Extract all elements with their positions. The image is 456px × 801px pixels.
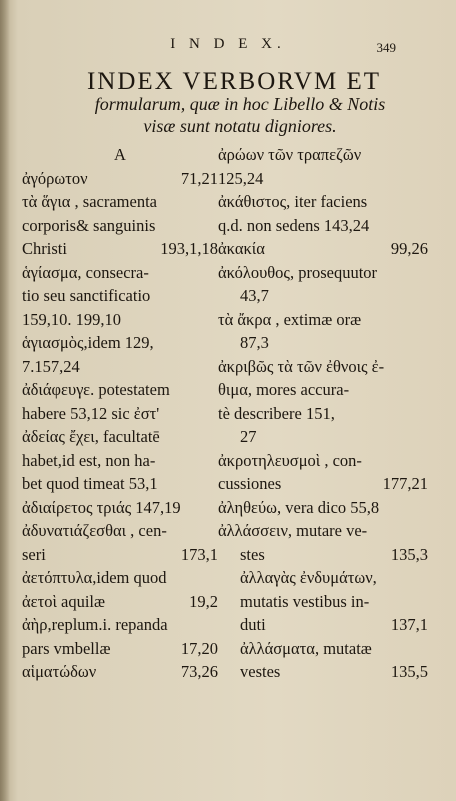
entry-text: ἀὴρ,replum.i. repanda (22, 615, 168, 634)
entry-text: ἀκακία (218, 239, 265, 258)
index-entry-line (22, 543, 218, 567)
index-entry-line (22, 167, 218, 191)
entry-text: cussiones (218, 474, 282, 493)
index-entry-line (22, 308, 218, 332)
entry-text: pars vmbellæ (22, 638, 111, 658)
index-entry-line (22, 261, 218, 285)
entry-text: A (114, 145, 126, 164)
entry-text: tio seu sanctificatio (22, 286, 151, 305)
entry-text: ἀγόρωτον (22, 168, 88, 188)
index-entry-line (218, 543, 428, 567)
entry-text: mutatis vestibus in- (240, 591, 370, 611)
entry-text: ἁγίασμα, consecra- (22, 262, 149, 282)
index-entry-line (218, 214, 428, 238)
index-subtitle-line-1: formularum, quæ in hoc Libello & Notis (94, 94, 386, 114)
index-entry-line (218, 472, 428, 496)
entry-text: stes (240, 544, 265, 564)
index-entry-line (218, 402, 428, 426)
index-entry-line (218, 190, 428, 214)
index-subtitle-line-2: visæ sunt notatu digniores. (143, 116, 337, 136)
entry-text: corporis& sanguinis (22, 215, 156, 235)
entry-text: ἀλλαγὰς ἐνδυμάτων, (240, 568, 377, 587)
entry-text: ἀληθεύω, vera dico 55,8 (218, 497, 380, 517)
entry-text: Christi (22, 239, 67, 258)
index-entry-line (218, 613, 428, 637)
entry-reference: 17,20 (180, 638, 218, 658)
entry-text: habere 53,12 sic ἐστ' (22, 403, 160, 423)
entry-text: ἀκάθιστος, iter faciens (218, 192, 368, 211)
entry-text: ἀκριβῶς τὰ τῶν ἐθνοις ἐ- (218, 356, 385, 376)
left-column (22, 143, 218, 684)
index-entry-line (22, 425, 218, 449)
entry-text: duti (240, 615, 266, 634)
index-entry-line (218, 660, 428, 684)
entry-text: 125,24 (218, 168, 264, 188)
entry-reference: 193,1,18 (160, 239, 218, 258)
entry-reference: 73,26 (180, 662, 218, 681)
index-entry-line (218, 331, 428, 355)
entry-text: seri (22, 544, 46, 564)
index-entry-line (218, 566, 428, 590)
index-entry-line (218, 167, 428, 191)
entry-text: ἀετόπτυλα,idem quod (22, 568, 167, 587)
index-entry-line (218, 143, 428, 167)
index-entry-line (22, 472, 218, 496)
entry-text: 43,7 (240, 286, 269, 305)
index-entry-line (22, 613, 218, 637)
entry-text: 87,3 (240, 333, 269, 352)
entry-reference: 71,21 (180, 168, 218, 188)
entry-text: habet,id est, non ha- (22, 450, 156, 470)
entry-text: 27 (240, 427, 257, 446)
entry-reference: 19,2 (189, 591, 218, 611)
page-gutter-shadow (0, 0, 10, 801)
index-entry-line (22, 496, 218, 520)
entry-reference: 99,26 (390, 239, 428, 258)
index-entry-line (22, 637, 218, 661)
entry-text: ἀλλάσσειν, mutare ve- (218, 521, 368, 540)
index-entry-line (218, 590, 428, 614)
entry-text: 159,10. 199,10 (22, 309, 121, 329)
index-entry-line (22, 378, 218, 402)
page-number: 349 (376, 40, 396, 55)
entry-text: αἱματώδων (22, 662, 97, 681)
index-entry-line (218, 519, 428, 543)
index-entry-line (218, 425, 428, 449)
index-entry-line (22, 402, 218, 426)
index-title: INDEX VERBORVM ET (86, 68, 382, 95)
running-head: I N D E X. (170, 36, 286, 52)
index-entry-line (218, 237, 428, 261)
entry-text: bet quod timeat 53,1 (22, 474, 158, 493)
right-column (218, 143, 428, 684)
index-entry-line (22, 331, 218, 355)
index-entry-line (22, 237, 218, 261)
index-entry-line (22, 214, 218, 238)
entry-text: ἀκροτηλευσμοὶ , con- (218, 450, 362, 470)
entry-reference: 137,1 (390, 615, 428, 634)
entry-text: tè describere 151, (218, 403, 335, 423)
entry-text: ἀδιαίρετος τριάς 147,19 (22, 497, 181, 517)
entry-reference: 135,5 (390, 662, 428, 681)
index-entry-line (218, 261, 428, 285)
index-entry-line (218, 284, 428, 308)
entry-text: ἀδυνατιάζεσθαι , cen- (22, 521, 167, 540)
entry-text: ἁγιασμὸς,idem 129, (22, 333, 154, 352)
index-entry-line (22, 449, 218, 473)
entry-reference: 173,1 (180, 544, 218, 564)
entry-text: τὰ ἄκρα , extimæ oræ (218, 309, 362, 329)
index-entry-line (218, 496, 428, 520)
index-entry-line (218, 637, 428, 661)
index-entry-line (218, 308, 428, 332)
index-entry-line (218, 449, 428, 473)
entry-text: τὰ ἅγια , sacramenta (22, 192, 157, 211)
entry-text: q.d. non sedens 143,24 (218, 215, 370, 235)
index-entry-line (22, 190, 218, 214)
index-entry-line (22, 143, 218, 167)
entry-text: ἀκόλουθος, prosequutor (218, 262, 378, 282)
index-entry-line (22, 566, 218, 590)
entry-text: vestes (240, 662, 281, 681)
entry-text: ἀλλάσματα, mutatæ (240, 638, 372, 658)
index-entry-line (22, 660, 218, 684)
entry-text: 7.157,24 (22, 356, 80, 376)
index-entry-line (22, 519, 218, 543)
entry-text: θιμα, mores accura- (218, 380, 350, 399)
index-entry-line (218, 378, 428, 402)
index-entry-line (218, 355, 428, 379)
entry-text: ἀδείας ἔχει, facultatē (22, 427, 160, 446)
index-entry-line (22, 355, 218, 379)
index-entry-line (22, 284, 218, 308)
entry-reference: 177,21 (382, 474, 428, 493)
entry-text: ἀρώων τῶν τραπεζῶν (218, 145, 362, 164)
entry-text: ἀετοὶ aquilæ (22, 591, 106, 611)
entry-text: ἀδιάφευγε. potestatem (22, 380, 170, 399)
index-entry-line (22, 590, 218, 614)
entry-reference: 135,3 (390, 544, 428, 564)
